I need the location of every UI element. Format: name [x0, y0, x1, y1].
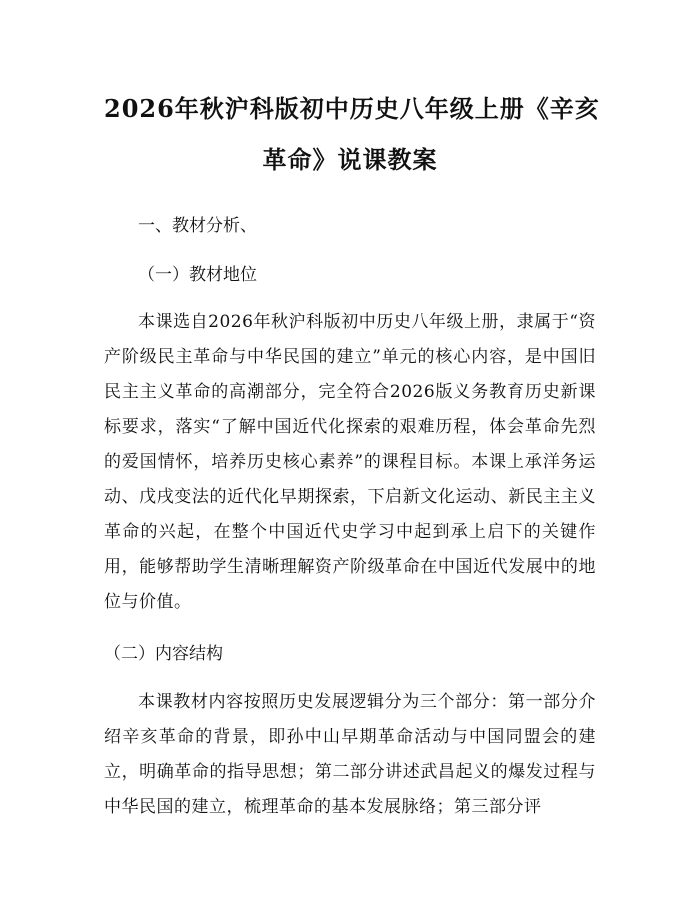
paragraph-content-structure: 本课教材内容按照历史发展逻辑分为三个部分：第一部分介绍辛亥革命的背景，即孙中山早期革命活动与中国同盟会的建立，明确革命的指导思想；第二部分讲述武昌起义的爆发过程与中华民国的建立，梳理革命的基本发展脉络；第三部分评 — [104, 692, 596, 817]
title-line-2: 革命》说课教案 — [262, 145, 438, 174]
paragraph-textbook-position: 本课选自2026年秋沪科版初中历史八年级上册，隶属于“资产阶级民主革命与中华民国的建立”单元的核心内容，是中国旧民主主义革命的高潮部分，完全符合2026版义务教育历史新课标要求，落实“了解中国近代化探索的艰难历程，体会革命先烈的爱国情怀，培养历史核心素养”的课程目标。本课上承洋务运动、戊戌变法的近代化早期探索，下启新文化运动、新民主主义革命的兴起，在整个中国近代史学习中起到承上启下的关键作用，能够帮助学生清晰理解资产阶级革命在中国近代发展中的地位与价值。 — [104, 312, 596, 612]
subheading-textbook-position: （一）教材地位 — [138, 265, 257, 285]
section-heading-textbook-analysis: 一、教材分析、 — [138, 216, 257, 236]
document-title — [104, 0, 600, 185]
title-line-1: 2026年秋沪科版初中历史八年级上册《辛亥 — [104, 94, 600, 123]
subheading-content-structure: （二）内容结构 — [104, 644, 223, 664]
